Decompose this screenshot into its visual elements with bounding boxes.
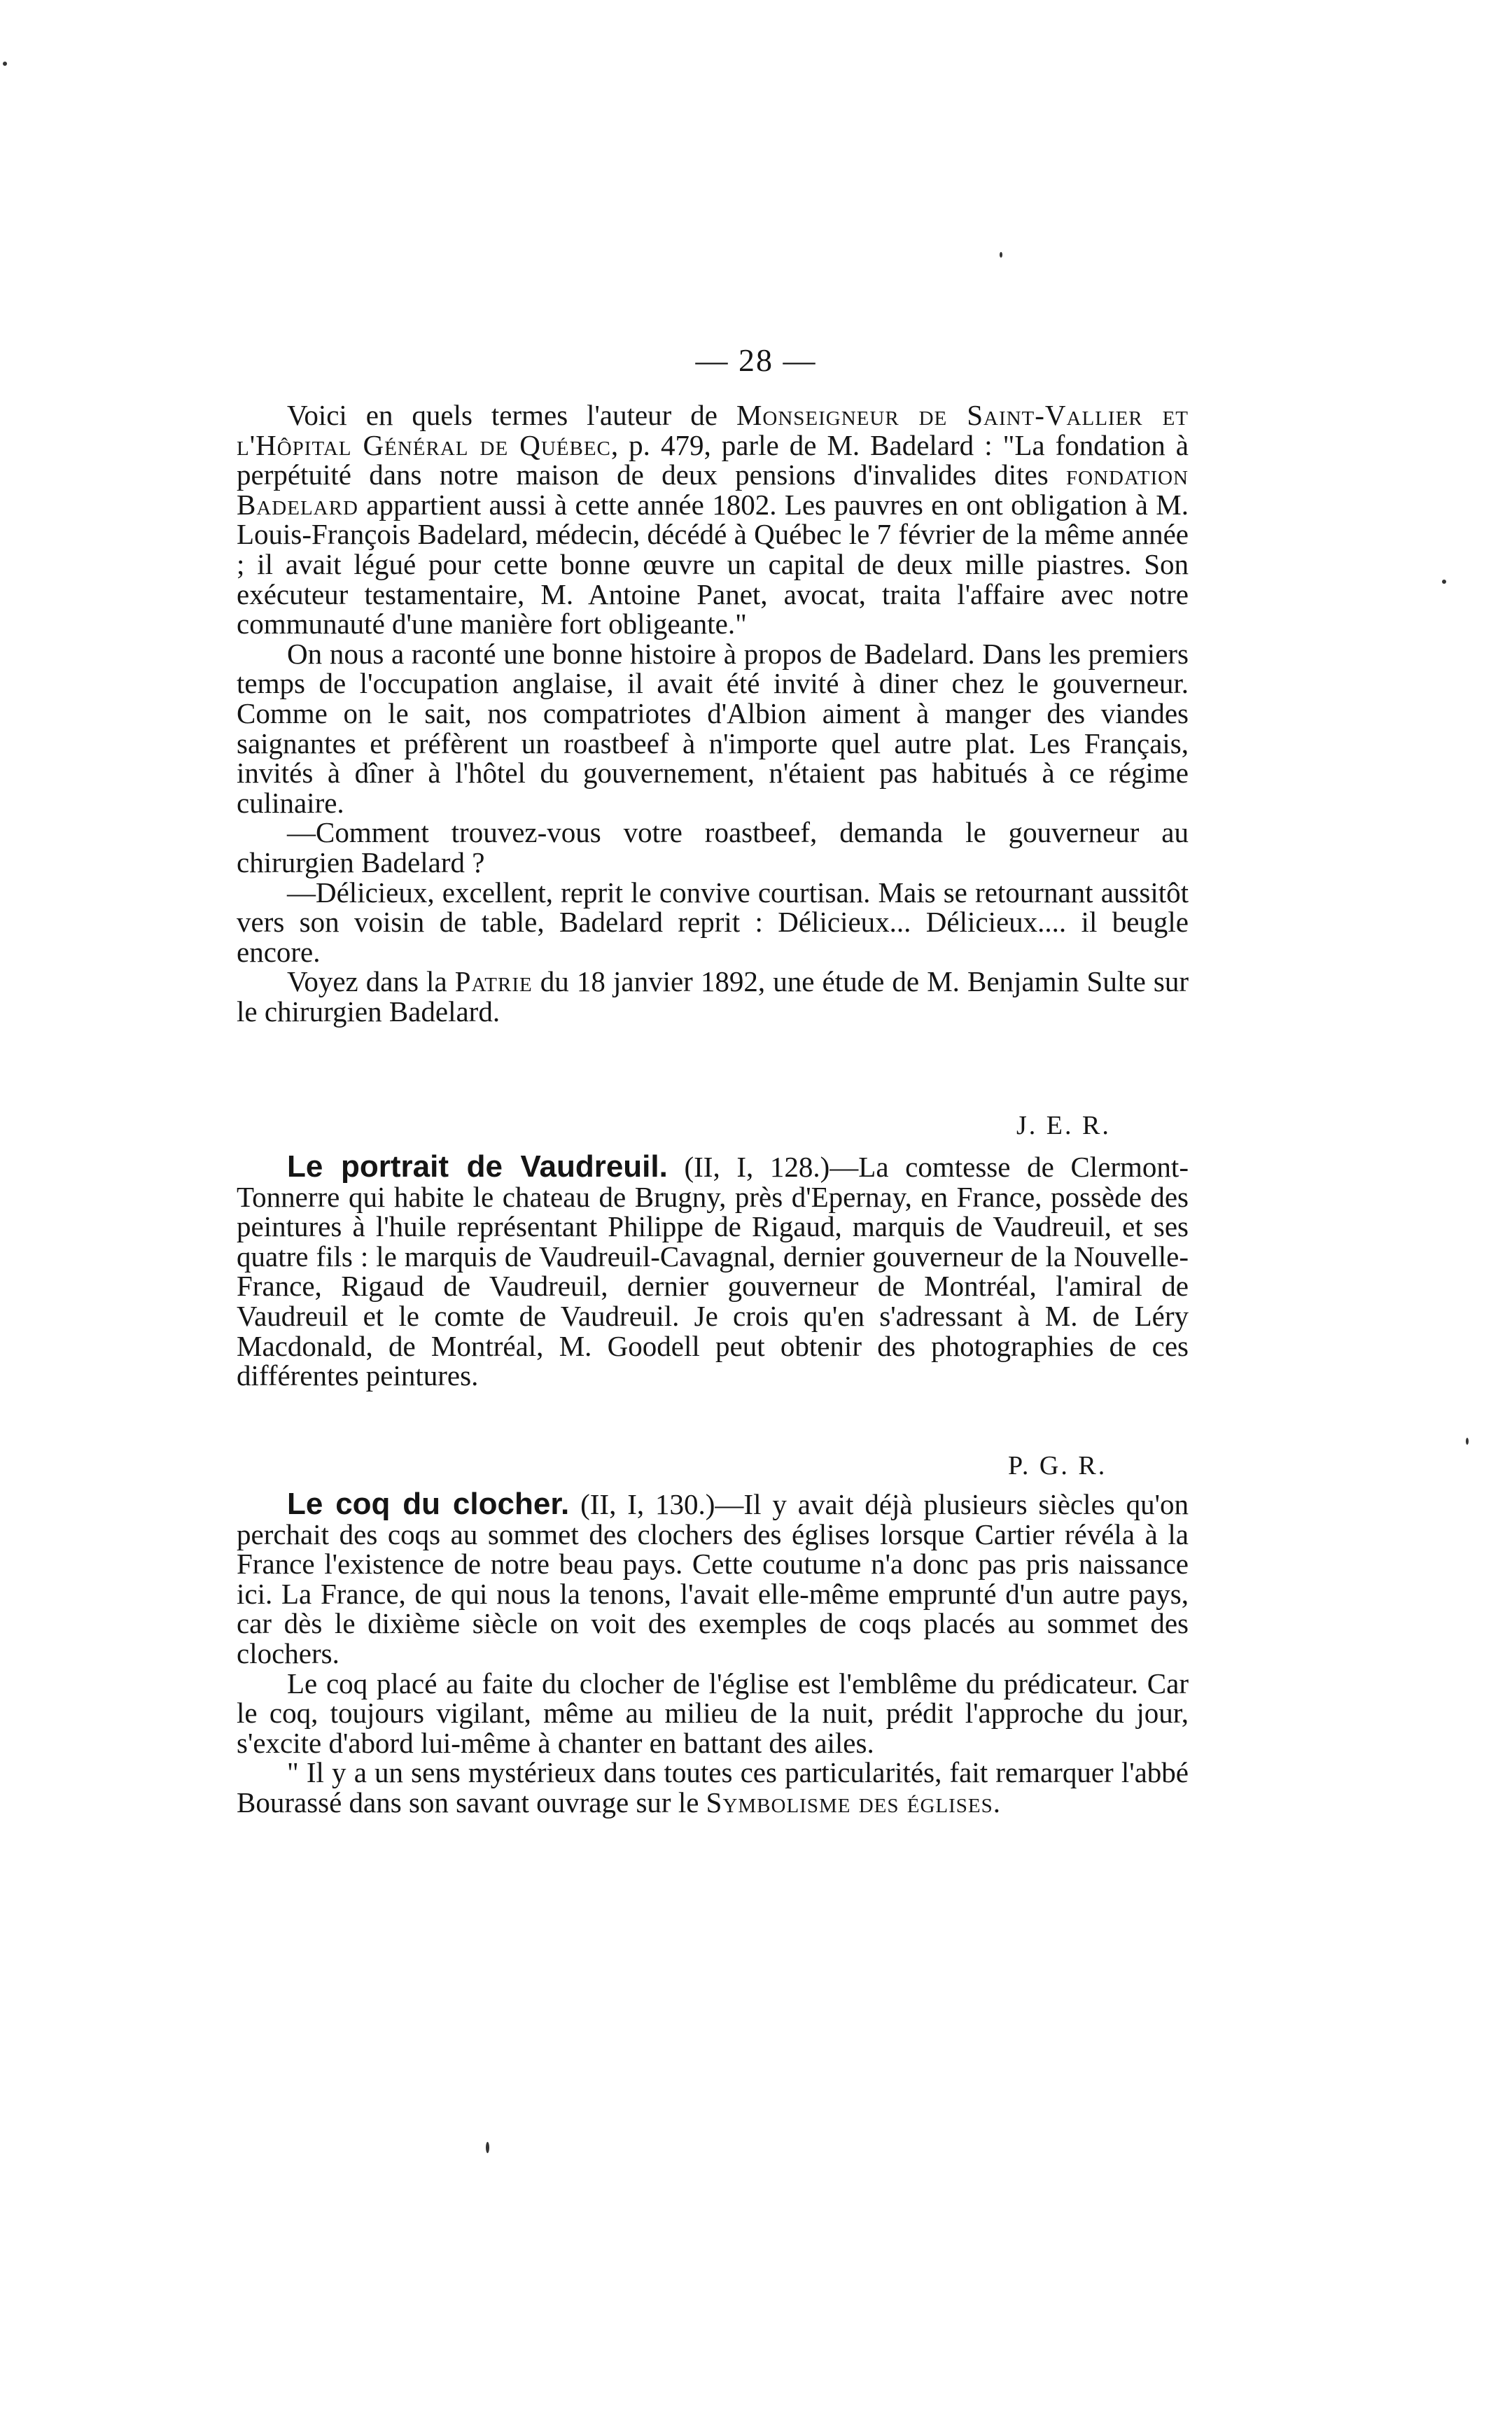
article-vaudreuil — [237, 1149, 1189, 1392]
book-title: Monseigneur de Saint-Vallier et l'Hôpital Général de Québec — [237, 399, 1189, 461]
signature: J. E. R. — [1016, 1111, 1111, 1140]
paragraph: Voyez dans la Patrie du 18 janvier 1892, une étude de M. Benjamin Sulte sur le chirurgien Badelard. — [237, 965, 1189, 1028]
paragraph: Le coq placé au faite du clocher de l'église est l'emblême du prédicateur. Car le coq, toujours vigilant, même au milieu de la nuit, prédit l'approche du jour, s'excite d'abord lui-même à chanter en battant des ailes. — [237, 1667, 1189, 1759]
paragraph: —Comment trouvez-vous votre roastbeef, demanda le gouverneur au chirurgien Badelard ? — [237, 816, 1189, 878]
paragraph: On nous a raconté une bonne histoire à propos de Badelard. Dans les premiers temps de l'occupation anglaise, il avait été invité à diner chez le gouverneur. Comme on le sait, nos compatriotes d'Albion aiment à manger des viandes saignantes et préfèrent un roastbeef à n'importe quel autre plat. Les Français, invités à dîner à l'hôtel du gouvernement, n'étaient pas habitués à ce régime culinaire. — [237, 637, 1189, 819]
paper-speck — [1442, 580, 1446, 584]
article-coq — [237, 1487, 1189, 1819]
paragraph: Le portrait de Vaudreuil. (II, I, 128.)—La comtesse de Clermont-Tonnerre qui habite le chateau de Brugny, près d'Epernay, en France, possède des peintures à l'huile représentant Philippe de Rigaud, marquis de Vaudreuil, et ses quatre fils : le marquis de Vaudreuil-Cavagnal, dernier gouverneur de la Nouvelle-France, Rigaud de Vaudreuil, dernier gouverneur de Montréal, l'amiral de Vaudreuil et le comte de Vaudreuil. Je crois qu'en s'adressant à M. de Léry Macdonald, de Montréal, M. Goodell peut obtenir des photographies de ces différentes peintures. — [237, 1149, 1189, 1392]
fondation-name: fondation Badelard — [237, 458, 1189, 521]
paragraph: —Délicieux, excellent, reprit le convive courtisan. Mais se retournant aussitôt vers son voisin de table, Badelard reprit : Délicieux... Délicieux.... il beugle encore. — [237, 876, 1189, 968]
section-heading: Le portrait de Vaudreuil. — [287, 1149, 668, 1184]
paragraph: Voici en quels termes l'auteur de Monseigneur de Saint-Vallier et l'Hôpital Général de Québec, p. 479, parle de M. Badelard : "La fondation à perpétuité dans notre maison de deux pensions d'invalides dites fondation Badelard appartient aussi à cette année 1802. Les pauvres en ont obligation à M. Louis-François Badelard, médecin, décédé à Québec le 7 février de la même année ; il avait légué pour cette bonne œuvre un capital de deux mille piastres. Son exécuteur testamentaire, M. Antoine Panet, avocat, traita l'affaire avec notre communauté d'une manière fort obligeante." — [237, 399, 1189, 640]
page-number: — 28 — — [695, 342, 817, 378]
paragraph: " Il y a un sens mystérieux dans toutes ces particularités, fait remarquer l'abbé Bourassé dans son savant ouvrage sur le Symbolisme des églises. — [237, 1756, 1189, 1819]
paper-speck — [1466, 1438, 1469, 1445]
paper-speck — [486, 2142, 489, 2153]
paper-speck — [1000, 252, 1002, 258]
paper-speck — [3, 62, 7, 66]
section-heading: Le coq du clocher. — [287, 1487, 570, 1521]
newspaper-title: Patrie — [454, 965, 533, 998]
paragraph: Le coq du clocher. (II, I, 130.)—Il y avait déjà plusieurs siècles qu'on perchait des coqs au sommet des clochers des églises lorsque Cartier révéla à la France l'existence de notre beau pays. Cette coutume n'a donc pas pris naissance ici. La France, de qui nous la tenons, l'avait elle-même emprunté d'un autre pays, car dès le dixième siècle on voit des exemples de coqs placés au sommet des clochers. — [237, 1487, 1189, 1669]
signature: P. G. R. — [1008, 1451, 1107, 1480]
book-title: Symbolisme des églises — [706, 1786, 993, 1819]
article-badelard — [237, 400, 1189, 1026]
